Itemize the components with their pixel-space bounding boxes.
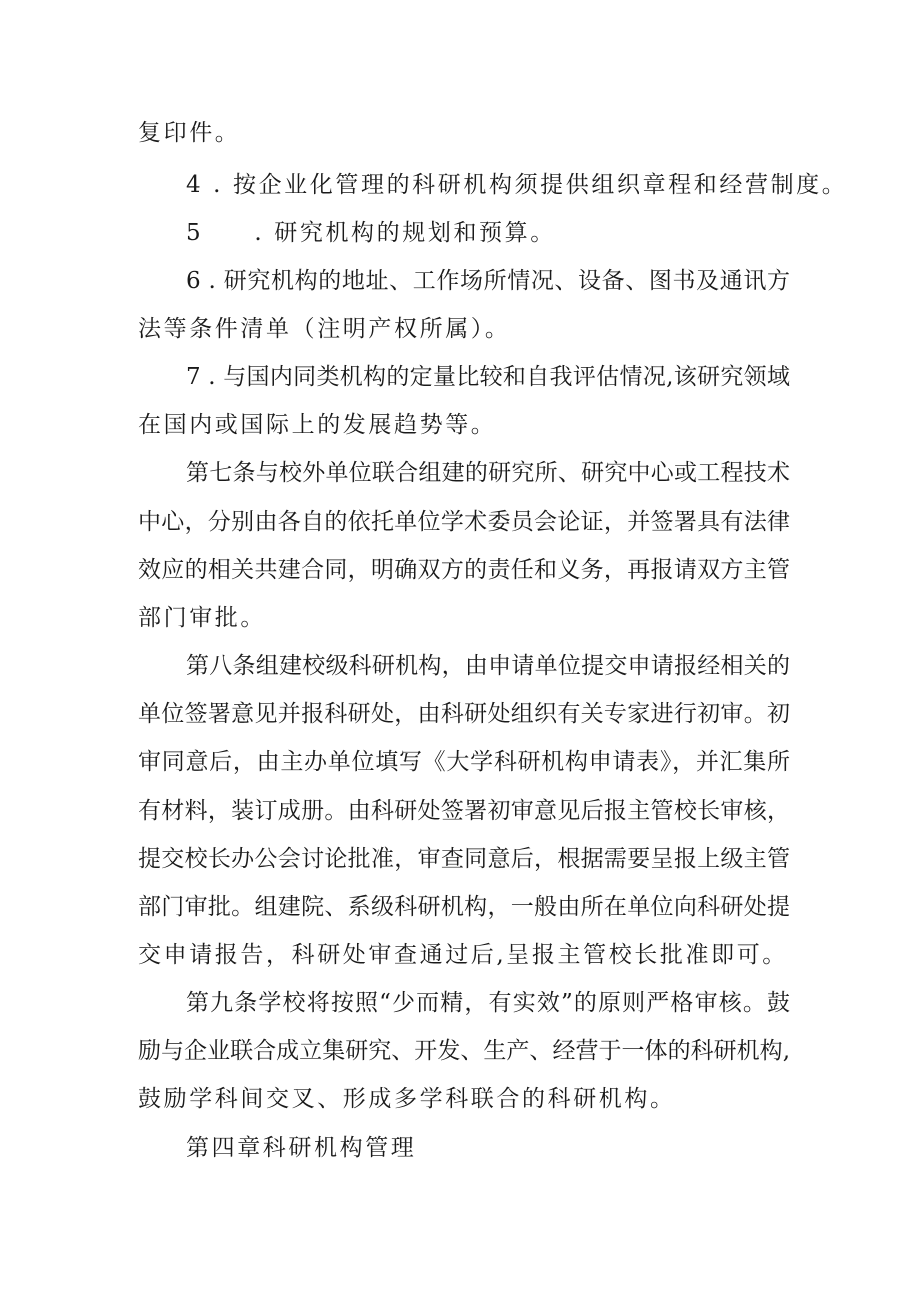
text-line: 5 . 研究机构的规划和预算。 xyxy=(186,220,556,246)
text-line: 部门审批。 xyxy=(138,605,266,631)
text-line: 有材料，装订成册。由科研处签署初审意见后报主管校长审核， xyxy=(138,798,790,824)
text-line: 第七条与校外单位联合组建的研究所、研究中心或工程技术 xyxy=(186,460,790,486)
text-line: 4 . 按企业化管理的科研机构须提供组织章程和经营制度。 xyxy=(186,172,848,198)
text-line: 复印件。 xyxy=(138,120,241,146)
text-line: 部门审批。组建院、系级科研机构，一般由所在单位向科研处提 xyxy=(138,894,790,920)
section-heading: 第四章科研机构管理 xyxy=(186,1135,417,1161)
text-line: 审同意后，由主办单位填写《大学科研机构申请表》，并汇集所 xyxy=(138,749,790,775)
text-line: 单位签署意见并报科研处，由科研处组织有关专家进行初审。初 xyxy=(138,701,790,727)
text-line: 励与企业联合成立集研究、开发、生产、经营于一体的科研机构, xyxy=(138,1038,790,1064)
text-line: 第九条学校将按照“少而精，有实效”的原则严格审核。鼓 xyxy=(186,990,790,1016)
text-line: 交申请报告，科研处审查通过后,呈报主管校长批准即可。 xyxy=(138,942,788,968)
text-line: 6 . 研究机构的地址、工作场所情况、设备、图书及通讯方 xyxy=(186,268,790,294)
text-line: 提交校长办公会讨论批准，审查同意后，根据需要呈报上级主管 xyxy=(138,846,790,872)
text-line: 法等条件清单（注明产权所属）。 xyxy=(138,316,511,342)
text-line: 第八条组建校级科研机构，由申请单位提交申请报经相关的 xyxy=(186,653,790,679)
text-line: 7 . 与国内同类机构的定量比较和自我评估情况,该研究领域 xyxy=(186,364,790,390)
text-line: 在国内或国际上的发展趋势等。 xyxy=(138,412,497,438)
text-line: 鼓励学科间交叉、形成多学科联合的科研机构。 xyxy=(138,1086,676,1112)
text-line: 效应的相关共建合同，明确双方的责任和义务，再报请双方主管 xyxy=(138,557,790,583)
text-line: 中心，分别由各自的依托单位学术委员会论证，并签署具有法律 xyxy=(138,509,790,535)
